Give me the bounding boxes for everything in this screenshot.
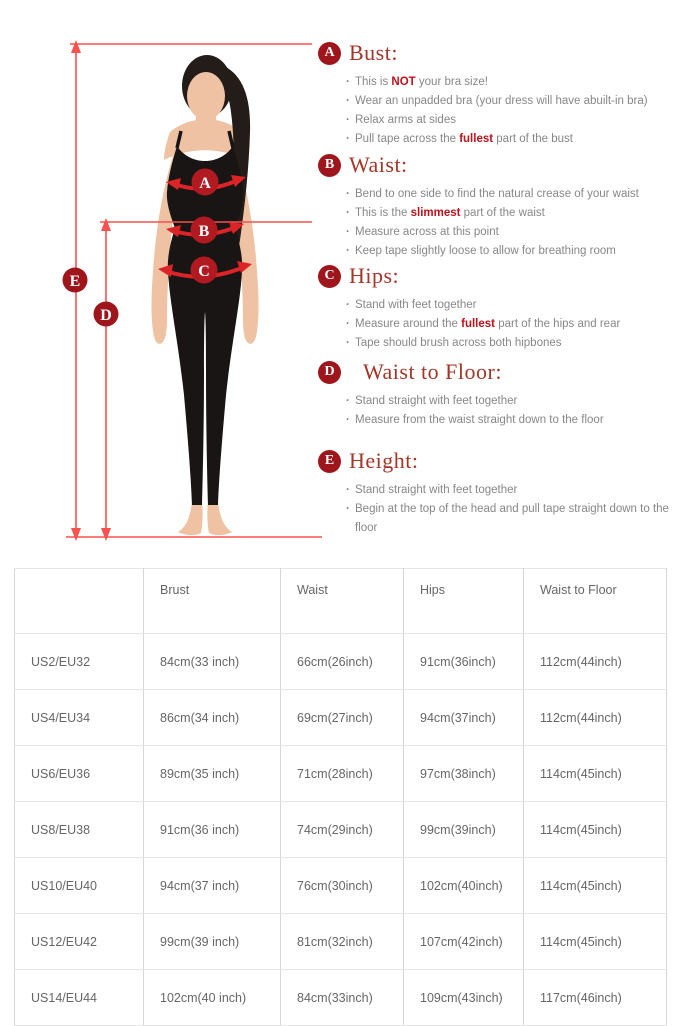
- measurement-cell: 114cm(45inch): [524, 746, 667, 802]
- measurement-cell: 114cm(45inch): [524, 858, 667, 914]
- size-table: [14, 568, 667, 1026]
- letter-badge-icon: E: [318, 450, 341, 473]
- section-bullets: [318, 392, 670, 430]
- size-table-body: [15, 634, 667, 1026]
- marker-d-icon: [94, 302, 119, 327]
- column-header: [15, 569, 144, 634]
- bullet-text: Measure from the waist straight down to the floor: [355, 414, 604, 426]
- section-heading: [318, 448, 670, 474]
- section-title: Waist to Floor:: [363, 359, 502, 384]
- measurement-cell: 84cm(33inch): [281, 970, 404, 1026]
- letter-badge-icon: C: [318, 265, 341, 288]
- section-heading: [318, 263, 670, 289]
- column-header: Hips: [404, 569, 524, 634]
- measurement-cell: 86cm(34 inch): [144, 690, 281, 746]
- bullet-item: [346, 92, 670, 111]
- section-title: Bust:: [349, 40, 398, 65]
- measurement-cell: 117cm(46inch): [524, 970, 667, 1026]
- marker-e-icon: [63, 268, 88, 293]
- bullet-item: [346, 111, 670, 130]
- letter-badge-icon: B: [318, 154, 341, 177]
- measurement-cell: 112cm(44inch): [524, 690, 667, 746]
- bullet-text: Relax arms at sides: [355, 114, 456, 126]
- measurement-cell: 74cm(29inch): [281, 802, 404, 858]
- bullet-item: [346, 185, 670, 204]
- svg-text:A: A: [199, 175, 211, 192]
- emphasized-text: fullest: [461, 318, 495, 330]
- model-illustration: [0, 0, 330, 560]
- model-figure: [0, 0, 330, 560]
- bullet-text: Begin at the top of the head and pull tape straight down to the floor: [355, 503, 669, 534]
- svg-text:D: D: [100, 307, 112, 324]
- bullet-item: [346, 315, 670, 334]
- bullet-text: Measure around the: [355, 318, 462, 330]
- size-label-cell: US4/EU34: [15, 690, 144, 746]
- table-row: [15, 802, 667, 858]
- section-title: Height:: [349, 448, 419, 473]
- size-label-cell: US14/EU44: [15, 970, 144, 1026]
- size-label-cell: US10/EU40: [15, 858, 144, 914]
- bullet-text: your bra size!: [415, 76, 488, 88]
- svg-text:E: E: [69, 273, 81, 290]
- table-row: [15, 914, 667, 970]
- measurement-cell: 114cm(45inch): [524, 914, 667, 970]
- column-header: Waist: [281, 569, 404, 634]
- marker-a-icon: [192, 169, 219, 196]
- section-bullets: [318, 185, 670, 261]
- table-row: [15, 690, 667, 746]
- bullet-text: This is: [355, 76, 392, 88]
- measurement-cell: 81cm(32inch): [281, 914, 404, 970]
- bullet-item: [346, 296, 670, 315]
- section-b: [318, 152, 670, 261]
- measurement-cell: 66cm(26inch): [281, 634, 404, 690]
- bullet-text: This is the: [355, 207, 411, 219]
- bullet-text: Stand with feet together: [355, 299, 477, 311]
- measurement-cell: 71cm(28inch): [281, 746, 404, 802]
- measurement-cell: 114cm(45inch): [524, 802, 667, 858]
- bullet-text: Keep tape slightly loose to allow for breathing room: [355, 245, 616, 257]
- svg-text:C: C: [198, 263, 210, 280]
- bullet-item: [346, 334, 670, 353]
- table-row: [15, 634, 667, 690]
- section-bullets: [318, 481, 670, 538]
- bullet-item: [346, 481, 670, 500]
- measurement-cell: 97cm(38inch): [404, 746, 524, 802]
- size-label-cell: US8/EU38: [15, 802, 144, 858]
- bullet-item: [346, 223, 670, 242]
- bullet-item: [346, 500, 670, 538]
- section-heading: [318, 152, 670, 178]
- size-table-head: [15, 569, 667, 634]
- measurement-cell: 91cm(36 inch): [144, 802, 281, 858]
- bullet-text: Tape should brush across both hipbones: [355, 337, 562, 349]
- marker-c-icon: [191, 257, 218, 284]
- bullet-item: [346, 242, 670, 261]
- measurement-cell: 94cm(37inch): [404, 690, 524, 746]
- marker-b-icon: [191, 217, 218, 244]
- size-label-cell: US6/EU36: [15, 746, 144, 802]
- measurement-cell: 99cm(39inch): [404, 802, 524, 858]
- measurement-cell: 91cm(36inch): [404, 634, 524, 690]
- section-d: [318, 359, 670, 430]
- measurement-cell: 112cm(44inch): [524, 634, 667, 690]
- column-header: Brust: [144, 569, 281, 634]
- svg-text:B: B: [198, 223, 210, 240]
- bullet-item: [346, 204, 670, 223]
- measurement-cell: 89cm(35 inch): [144, 746, 281, 802]
- emphasized-text: NOT: [391, 76, 416, 88]
- bullet-text: part of the waist: [460, 207, 545, 219]
- bullet-text: Pull tape across the: [355, 133, 460, 145]
- size-label-cell: US2/EU32: [15, 634, 144, 690]
- bullet-text: Measure across at this point: [355, 226, 499, 238]
- measurement-cell: 84cm(33 inch): [144, 634, 281, 690]
- measurement-cell: 109cm(43inch): [404, 970, 524, 1026]
- section-heading: [318, 40, 670, 66]
- measure-instructions: [318, 0, 670, 560]
- emphasized-text: fullest: [459, 133, 494, 145]
- bullet-text: Wear an unpadded bra (your dress will have abuilt-in bra): [355, 95, 648, 107]
- bullet-item: [346, 130, 670, 149]
- bullet-item: [346, 73, 670, 92]
- section-heading: [318, 359, 670, 385]
- bullet-text: Stand straight with feet together: [355, 484, 518, 496]
- measurement-cell: 99cm(39 inch): [144, 914, 281, 970]
- table-row: [15, 970, 667, 1026]
- measurement-cell: 76cm(30inch): [281, 858, 404, 914]
- letter-badge-icon: A: [318, 42, 341, 65]
- section-title: Waist:: [349, 152, 408, 177]
- bullet-text: Bend to one side to find the natural crease of your waist: [355, 188, 639, 200]
- measurement-cell: 94cm(37 inch): [144, 858, 281, 914]
- letter-badge-icon: D: [318, 361, 341, 384]
- bullet-item: [346, 392, 670, 411]
- section-e: [318, 448, 670, 538]
- bullet-text: part of the hips and rear: [495, 318, 621, 330]
- size-table-header-row: [15, 569, 667, 634]
- section-bullets: [318, 296, 670, 353]
- measurement-cell: 102cm(40inch): [404, 858, 524, 914]
- column-header: Waist to Floor: [524, 569, 667, 634]
- emphasized-text: slimmest: [410, 207, 461, 219]
- bullet-item: [346, 411, 670, 430]
- section-c: [318, 263, 670, 353]
- bullet-text: part of the bust: [493, 133, 573, 145]
- table-row: [15, 858, 667, 914]
- measurement-cell: 69cm(27inch): [281, 690, 404, 746]
- section-title: Hips:: [349, 263, 400, 288]
- bullet-text: Stand straight with feet together: [355, 395, 518, 407]
- section-a: [318, 40, 670, 149]
- size-label-cell: US12/EU42: [15, 914, 144, 970]
- section-bullets: [318, 73, 670, 149]
- table-row: [15, 746, 667, 802]
- measurement-cell: 107cm(42inch): [404, 914, 524, 970]
- measurement-cell: 102cm(40 inch): [144, 970, 281, 1026]
